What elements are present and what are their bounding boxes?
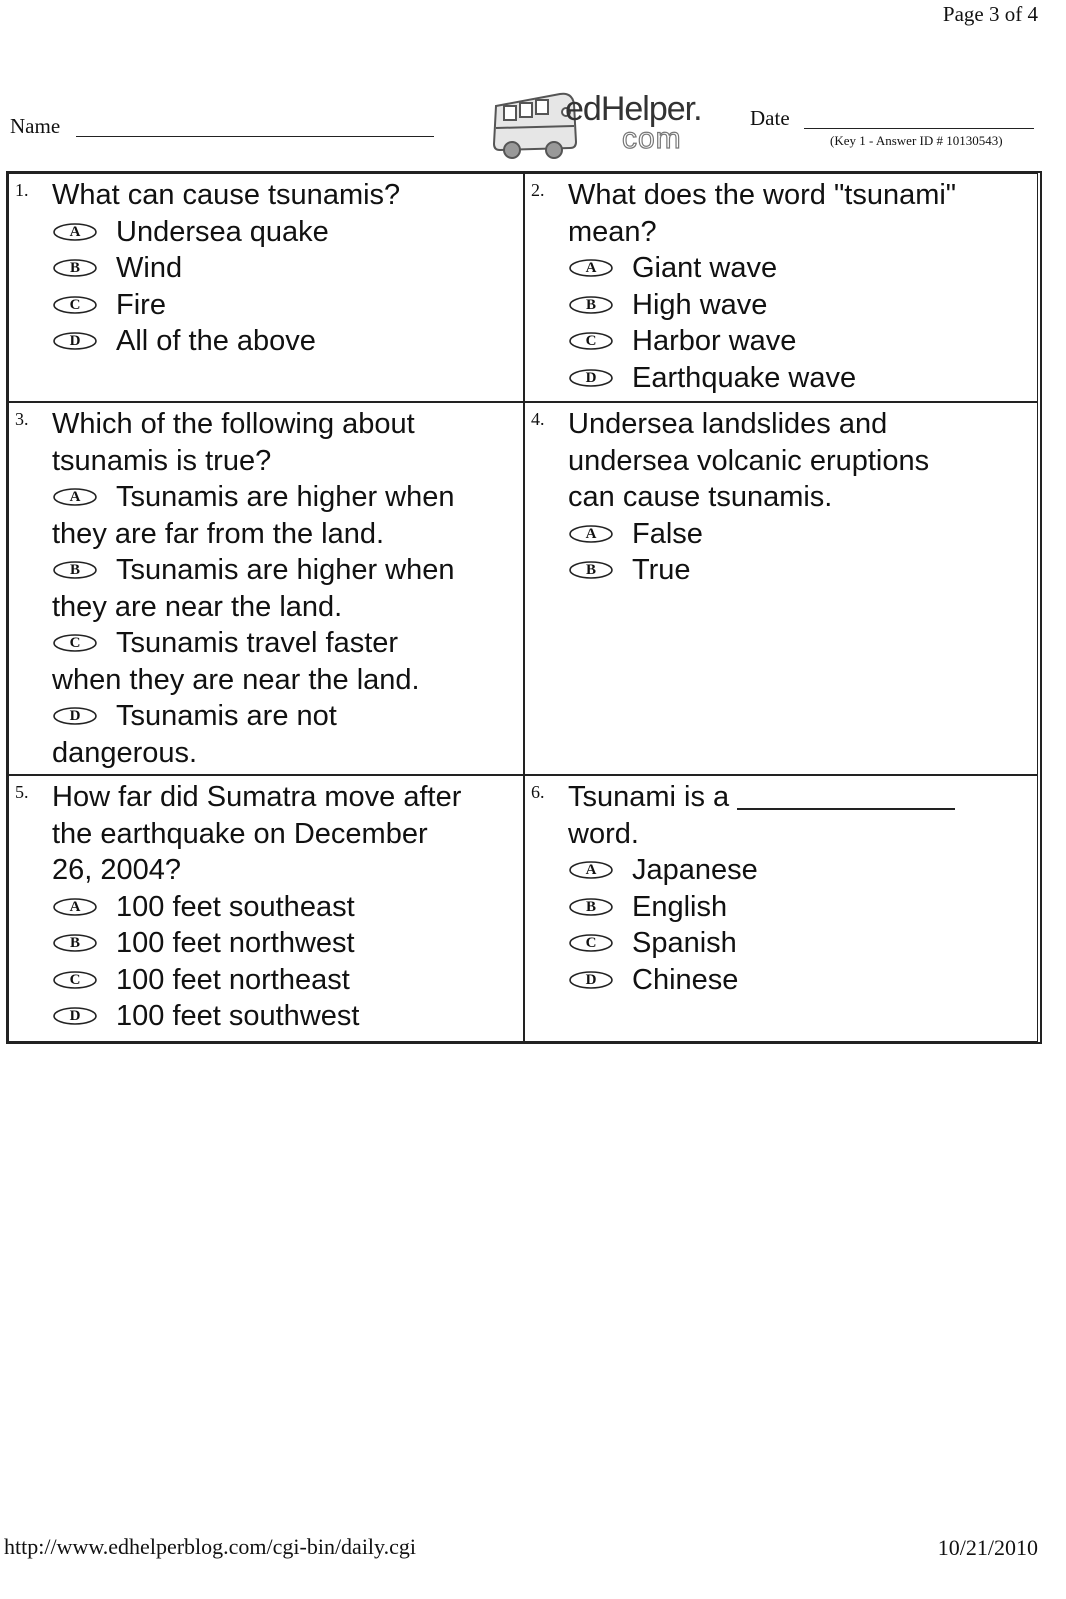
answer-bubble[interactable]: B — [568, 295, 614, 315]
question-body — [568, 177, 1033, 396]
question-text: Undersea landslides and — [568, 408, 888, 440]
answer-option[interactable]: A Japanese — [568, 852, 1033, 889]
answer-key-id: (Key 1 - Answer ID # 10130543) — [830, 133, 1003, 148]
answer-option[interactable]: A False — [568, 516, 1033, 553]
question-number: 4. — [531, 409, 545, 429]
answer-bubble[interactable]: C — [52, 633, 98, 653]
answer-bubble[interactable]: D — [52, 1006, 98, 1026]
answer-option-continued: dangerous. — [52, 736, 198, 769]
answer-bubble[interactable]: A — [52, 222, 98, 242]
footer-url: http://www.edhelperblog.com/cgi-bin/daily.cgi — [4, 1534, 416, 1559]
answer-option[interactable]: B True — [568, 552, 1033, 589]
question-cell — [524, 775, 1038, 1042]
answer-option[interactable]: D Tsunamis are not — [52, 698, 519, 735]
question-number: 2. — [531, 180, 545, 200]
footer-date: 10/21/2010 — [937, 1535, 1038, 1560]
question-text: 26, 2004? — [52, 854, 182, 886]
answer-bubble[interactable]: C — [52, 295, 98, 315]
answer-option[interactable]: C 100 feet northeast — [52, 962, 519, 999]
answer-bubble[interactable]: B — [568, 897, 614, 917]
question-text: mean? — [568, 215, 657, 248]
answer-option[interactable]: D 100 feet southwest — [52, 998, 519, 1035]
logo-wordmark: edHelper. — [565, 90, 702, 128]
name-label: Name — [10, 114, 61, 138]
question-body — [568, 779, 1033, 998]
answer-option[interactable]: C Tsunamis travel faster — [52, 625, 519, 662]
answer-option-continued: when they are near the land. — [52, 663, 420, 696]
question-text: How far did Sumatra move after — [52, 781, 462, 813]
answer-bubble[interactable]: D — [52, 331, 98, 351]
question-body — [52, 406, 519, 771]
question-number: 3. — [15, 409, 29, 429]
answer-bubble[interactable]: C — [568, 933, 614, 953]
question-number: 6. — [531, 782, 545, 802]
answer-option-continued: they are near the land. — [52, 590, 343, 623]
question-text: What does the word "tsunami" — [568, 179, 957, 211]
question-grid — [6, 171, 1042, 1044]
answer-option[interactable]: B High wave — [568, 287, 1033, 324]
question-text: tsunamis is true? — [52, 444, 272, 477]
answer-bubble[interactable]: B — [52, 933, 98, 953]
answer-bubble[interactable]: A — [52, 897, 98, 917]
question-cell — [8, 402, 524, 775]
answer-option[interactable]: A Giant wave — [568, 250, 1033, 287]
answer-bubble[interactable]: C — [568, 331, 614, 351]
question-text: Tsunami is a — [568, 779, 1033, 816]
answer-option[interactable]: B Wind — [52, 250, 519, 287]
name-field-line[interactable] — [76, 136, 434, 137]
answer-bubble[interactable]: A — [568, 258, 614, 278]
answer-bubble[interactable]: C — [52, 970, 98, 990]
answer-option[interactable]: A Tsunamis are higher when — [52, 479, 519, 516]
question-number: 1. — [15, 180, 29, 200]
question-text: word. — [568, 817, 639, 850]
answer-bubble[interactable]: B — [52, 258, 98, 278]
answer-option[interactable]: C Harbor wave — [568, 323, 1033, 360]
answer-bubble[interactable]: A — [568, 524, 614, 544]
question-cell — [8, 775, 524, 1042]
date-label: Date — [750, 106, 790, 130]
answer-option[interactable]: C Spanish — [568, 925, 1033, 962]
answer-option[interactable]: D Chinese — [568, 962, 1033, 999]
answer-option[interactable]: B Tsunamis are higher when — [52, 552, 519, 589]
question-body — [568, 406, 1033, 589]
answer-option[interactable]: A Undersea quake — [52, 214, 519, 251]
logo-com: com — [622, 122, 682, 155]
answer-bubble[interactable]: B — [52, 560, 98, 580]
answer-bubble[interactable]: D — [52, 706, 98, 726]
question-body — [52, 177, 519, 360]
answer-bubble[interactable]: D — [568, 970, 614, 990]
edhelper-logo — [490, 84, 740, 166]
question-text: the earthquake on December — [52, 817, 428, 850]
answer-option[interactable]: A 100 feet southeast — [52, 889, 519, 926]
page-number: Page 3 of 4 — [942, 2, 1038, 26]
question-text: What can cause tsunamis? — [52, 179, 401, 211]
answer-option-continued: they are far from the land. — [52, 517, 385, 550]
answer-option[interactable]: B English — [568, 889, 1033, 926]
question-text: undersea volcanic eruptions — [568, 444, 930, 477]
question-cell — [524, 402, 1038, 775]
answer-bubble[interactable]: D — [568, 368, 614, 388]
question-cell — [8, 173, 524, 402]
answer-option[interactable]: D All of the above — [52, 323, 519, 360]
answer-option[interactable]: B 100 feet northwest — [52, 925, 519, 962]
question-cell — [524, 173, 1038, 402]
question-body — [52, 779, 519, 1035]
question-text: can cause tsunamis. — [568, 481, 833, 513]
question-number: 5. — [15, 782, 29, 802]
answer-bubble[interactable]: A — [52, 487, 98, 507]
answer-bubble[interactable]: B — [568, 560, 614, 580]
question-text: Which of the following about — [52, 408, 415, 440]
answer-option[interactable]: C Fire — [52, 287, 519, 324]
fill-in-blank[interactable] — [737, 786, 955, 810]
answer-option[interactable]: D Earthquake wave — [568, 360, 1033, 397]
answer-bubble[interactable]: A — [568, 860, 614, 880]
date-field-line[interactable] — [804, 128, 1034, 129]
